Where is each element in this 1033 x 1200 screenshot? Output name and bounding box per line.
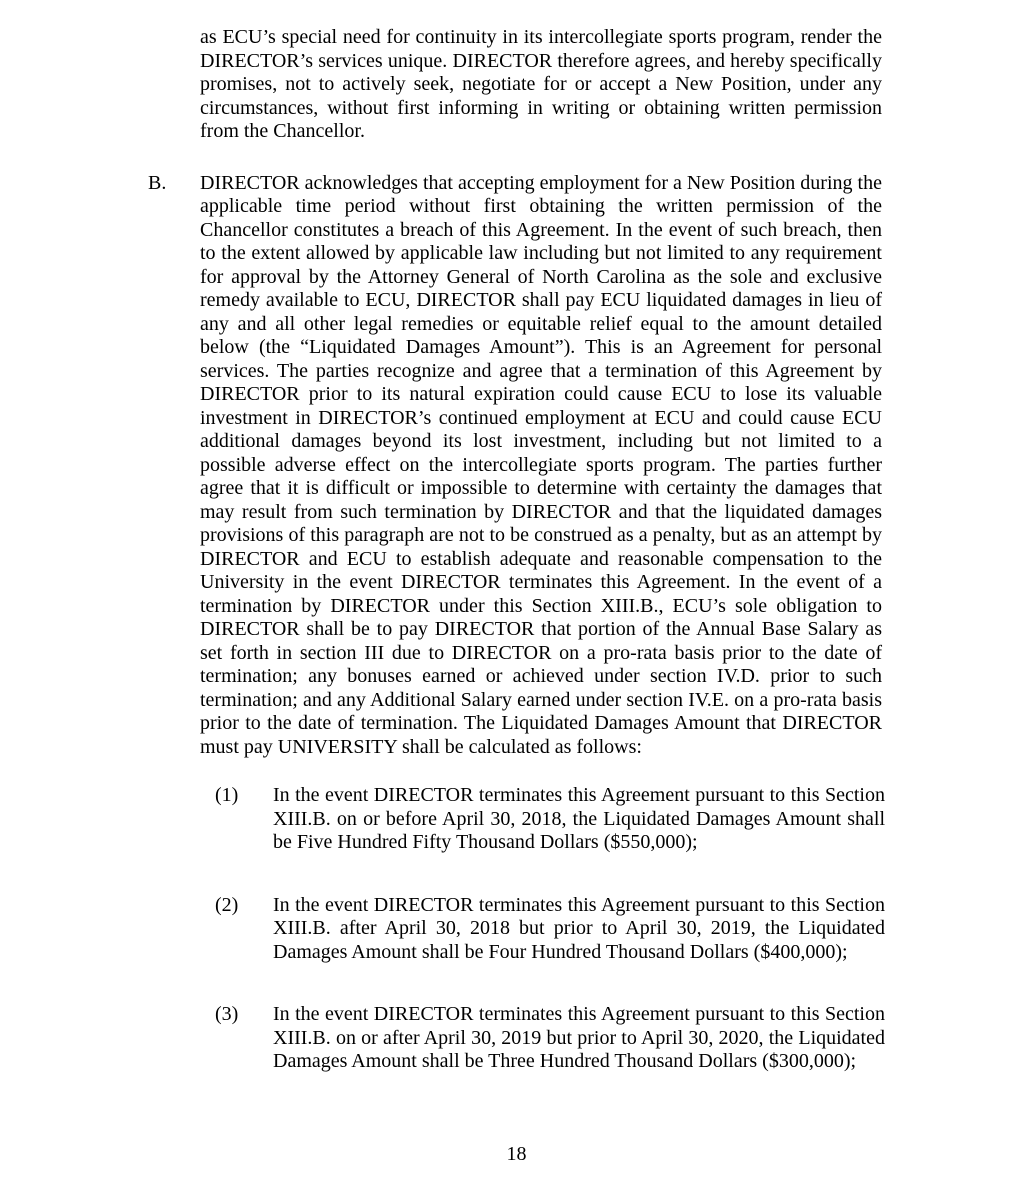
paragraph-section-a-continuation: as ECU’s special need for continuity in its intercollegiate sports program, render the DIRECTOR’s services unique. DIRECTOR therefore agrees, and hereby specifically promises, not to actively seek, negotiate for or accept a New Position, under any circumstances, without first informing in writing or obtaining written permission from the Chancellor. (200, 26, 882, 142)
list-item-text: In the event DIRECTOR terminates this Agreement pursuant to this Section XIII.B. on or after April 30, 2019 but prior to April 30, 2020, the Liquidated Damages Amount shall be Three Hundred Thousand Dollars ($300,000); (273, 1003, 885, 1072)
list-item (0, 784, 1033, 855)
section-b (0, 172, 1033, 760)
list-item-number: (2) (215, 893, 239, 916)
list-item (0, 894, 1033, 965)
list-item-number: (3) (215, 1003, 239, 1025)
list-item-number: (1) (215, 784, 239, 806)
list-item-text: In the event DIRECTOR terminates this Agreement pursuant to this Section XIII.B. after April 30, 2018 but prior to April 30, 2019, the Liquidated Damages Amount shall be Four Hundred Thousand Dollars ($400,000); (273, 893, 885, 963)
section-b-text: DIRECTOR acknowledges that accepting employment for a New Position during the applicable time period without first obtaining the written permission of the Chancellor constitutes a breach of this Agreement. In the event of such breach, then to the extent allowed by applicable law including but not limited to any requirement for approval by the Attorney General of North Carolina as the sole and exclusive remedy available to ECU, DIRECTOR shall pay ECU liquidated damages in lieu of any and all other legal remedies or equitable relief equal to the amount detailed below (the “Liquidated Damages Amount”). This is an Agreement for personal services. The parties recognize and agree that a termination of this Agreement by DIRECTOR prior to its natural expiration could cause ECU to lose its valuable investment in DIRECTOR’s continued employment at ECU and could cause ECU additional damages beyond its lost investment, including but not limited to a possible adverse effect on the intercollegiate sports program. The parties further agree that it is difficult or impossible to determine with certainty the damages that may result from such termination by DIRECTOR and that the liquidated damages provisions of this paragraph are not to be construed as a penalty, but as an attempt by DIRECTOR and ECU to establish adequate and reasonable compensation to the University in the event DIRECTOR terminates this Agreement. In the event of a termination by DIRECTOR under this Section XIII.B., ECU’s sole obligation to DIRECTOR shall be to pay DIRECTOR that portion of the Annual Base Salary as set forth in section III due to DIRECTOR on a pro-rata basis prior to the date of termination; any bonuses earned or achieved under section IV.D. prior to such termination; and any Additional Salary earned under section IV.E. on a pro-rata basis prior to the date of termination. The Liquidated Damages Amount that DIRECTOR must pay UNIVERSITY shall be calculated as follows: (200, 171, 882, 758)
liquidated-damages-list (0, 784, 1033, 1074)
section-b-label: B. (148, 171, 167, 194)
page-number: 18 (506, 1143, 527, 1165)
list-item (0, 1003, 1033, 1074)
list-item-text: In the event DIRECTOR terminates this Agreement pursuant to this Section XIII.B. on or before April 30, 2018, the Liquidated Damages Amount shall be Five Hundred Fifty Thousand Dollars ($550,000); (273, 784, 885, 853)
